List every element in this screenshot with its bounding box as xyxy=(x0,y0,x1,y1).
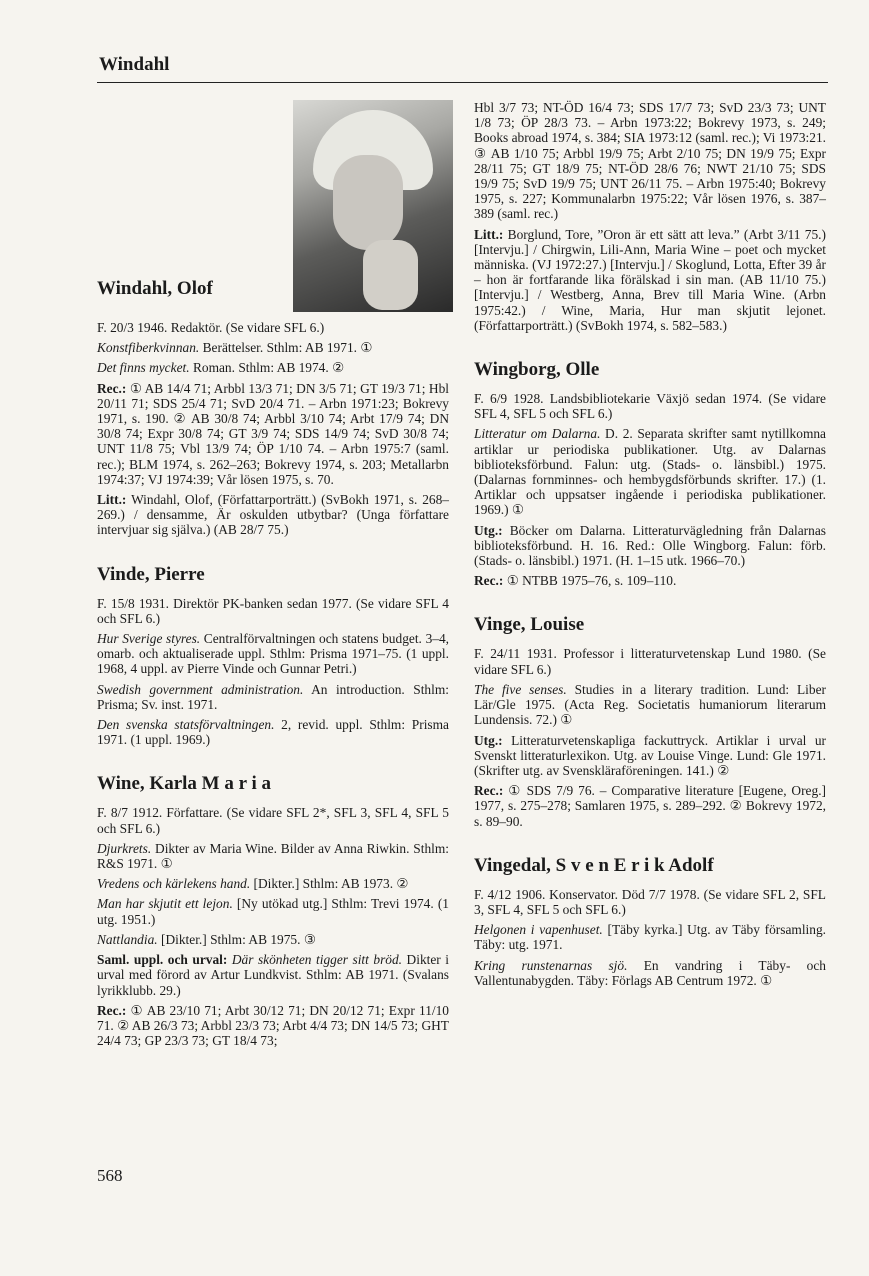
header-rule xyxy=(97,82,828,83)
work-item: Helgonen i vapenhuset. [Täby kyrka.] Utg. av Täby församling. Täby: utg. 1971. xyxy=(474,922,826,953)
work-item: Det finns mycket. Roman. Sthlm: AB 1974. ② xyxy=(97,360,345,376)
edited-works: Utg.: Litteraturvetenskapliga fackuttryck. Artiklar i urval ur Svenskt litteraturlexikon. Utg. av Louise Vinge. Lund: Gle 1971. (Skrifter utg. av Svenskläraföreningen. 141.) ② xyxy=(474,732,826,778)
work-item: Nattlandia. [Dikter.] Sthlm: AB 1975. ③ xyxy=(97,931,316,947)
entry-heading: Vinde, Pierre xyxy=(97,563,205,585)
entry-bio: F. 15/8 1931. Direktör PK-banken sedan 1977. (Se vidare SFL 4 och SFL 6.) xyxy=(97,595,449,626)
reviews: Rec.: ① SDS 7/9 76. – Comparative literature [Eugene, Oreg.] 1977, s. 275–278; Samlaren 1975, s. 289–292. ② Bokrevy 1972, s. 89–90. xyxy=(474,783,826,829)
entry-bio: F. 20/3 1946. Redaktör. (Se vidare SFL 6.) xyxy=(97,320,325,335)
entry-heading: Vingedal, S v e n E r i k Adolf xyxy=(474,854,714,876)
entry-heading: Wine, Karla M a r i a xyxy=(97,773,271,795)
reviews: Rec.: ① NTBB 1975–76, s. 109–110. xyxy=(474,573,677,589)
work-item: Konstfiberkvinnan. Berättelser. Sthlm: AB 1971. ① xyxy=(97,340,373,356)
entry-bio: F. 6/9 1928. Landsbibliotekarie Växjö sedan 1974. (Se vidare SFL 4, SFL 5 och SFL 6.) xyxy=(474,391,826,422)
reviews: Rec.: ① AB 23/10 71; Arbt 30/12 71; DN 20/12 71; Expr 11/10 71. ② AB 26/3 73; Arbbl 23/3 73; Arbt 4/4 73; DN 14/5 73; GHT 24/4 73; GP 23/3 73; GT 18/4 73; xyxy=(97,1002,449,1049)
work-item: Man har skjutit ett lejon. [Ny utökad utg.] Sthlm: Trevi 1974. (1 utg. 1951.) xyxy=(97,896,449,927)
work-item: The five senses. Studies in a literary tradition. Lund: Liber Lär/Gle 1975. (Acta Reg. Societatis humaniorum literarum Lundensis. 72.) ① xyxy=(474,681,827,728)
right-column xyxy=(474,100,826,993)
left-column xyxy=(97,100,449,1053)
author-photo xyxy=(293,100,453,312)
edited-works: Utg.: Böcker om Dalarna. Litteraturvägledning från Dalarnas biblioteksförbund. H. 16. Red.: Olle Wingborg. Falun: förb. (Stads- o. länsbibl.) 1971. (H. 1–15 utk. 1966–70.) xyxy=(474,522,826,569)
entry-bio: F. 24/11 1931. Professor i litteraturvetenskap Lund 1980. (Se vidare SFL 6.) xyxy=(474,646,826,677)
entry-bio: F. 8/7 1912. Författare. (Se vidare SFL 2*, SFL 3, SFL 4, SFL 5 och SFL 6.) xyxy=(97,805,449,836)
entry-heading: Vinge, Louise xyxy=(474,614,585,636)
collected-editions: Saml. uppl. och urval: Där skönheten tigger sitt bröd. Dikter i urval med förord av Artur Lundkvist. Sthlm: AB 1971. (Svalans lyrikklubb. 29.) xyxy=(97,952,449,998)
author-photo-area xyxy=(97,100,449,299)
entry-heading: Windahl, Olof xyxy=(97,278,213,299)
literature: Litt.: Borglund, Tore, ”Oron är ett sätt att leva.” (Arbt 3/11 75.) [Intervju.] / Chirgwin, Lili-Ann, Maria Wine – poet och mycket människa. (VJ 1972:27.) [Intervju.] / Skoglund, Lotta, Efter 39 år – hon är fortfarande lika förälskad i sin man. (AB 11/10 75.) [Intervju.] / Westberg, Anna, Brev till Maria Wine. (Arbn 1975:42.) / Wine, Maria, Hur man skjutit lejonet. (Författarporträtt.) (SvBokh 1974, s. 582–583.) xyxy=(474,226,826,333)
entry-bio: F. 4/12 1906. Konservator. Död 7/7 1978. (Se vidare SFL 2, SFL 3, SFL 4, SFL 5 och SFL 6.) xyxy=(474,886,826,917)
literature: Litt.: Windahl, Olof, (Författarporträtt.) (SvBokh 1971, s. 268–269.) / densamme, Är oskulden utbytbar? (Unga författare intervjuar sig själva.) (AB 28/7 75.) xyxy=(97,492,449,538)
page-header-title: Windahl xyxy=(99,54,170,75)
work-item: Vredens och kärlekens hand. [Dikter.] Sthlm: AB 1973. ② xyxy=(97,876,409,892)
reviews: Rec.: ① AB 14/4 71; Arbbl 13/3 71; DN 3/5 71; GT 19/3 71; Hbl 20/11 71; SDS 25/4 71; SvD 20/4 71. – Arbn 1971:23; Bokrevy 1971, s. 190. ② AB 30/8 74; Arbbl 3/10 74; Arbt 17/9 74; DN 30/8 74; Expr 30/8 74; GT 3/9 74; SDS 14/9 74; SvD 30/8 74; UNT 11/8 75; Vbl 13/9 74; ÖP 1/10 74. – Arbn 1975:7 (saml. rec.); BLM 1974, s. 262–263; Bokrevy 1974, s. 203; Metallarbn 1974:37; VJ 1974:39; Vår lösen 1975, s. 70. xyxy=(97,380,449,487)
work-item: Hur Sverige styres. Centralförvaltningen och statens budget. 3–4, omarb. och aktualiserade uppl. Sthlm: Prisma 1971–75. (1 uppl. 1968, 4 uppl. av Pierre Vinde och Gunnar Petri.) xyxy=(97,631,449,677)
work-item: Djurkrets. Dikter av Maria Wine. Bilder av Anna Riwkin. Sthlm: R&S 1971. ① xyxy=(97,840,449,872)
reviews-continued: Hbl 3/7 73; NT-ÖD 16/4 73; SDS 17/7 73; SvD 23/3 73; UNT 1/8 73; ÖP 28/3 73. – Arbn 1973:22; Bokrevy 1973, s. 249; Books abroad 1974, s. 384; SIA 1973:12 (saml. rec.); Vi 1973:21. ③ AB 1/10 75; Arbbl 19/9 75; Arbt 2/10 75; DN 19/9 75; Expr 28/11 75; GT 18/9 75; NT-ÖD 28/6 76; NWT 21/10 75; SDS 19/9 75; SvD 19/9 75; UNT 26/11 75. – Arbn 1975:40; Bokrevy 1975, s. 227; Kommunalarbn 1975:22; Vår lösen 1976, s. 387–389 (saml. rec.) xyxy=(474,100,826,222)
work-item: Swedish government administration. An introduction. Sthlm: Prisma; Sv. inst. 1971. xyxy=(97,681,449,712)
entry-heading: Wingborg, Olle xyxy=(474,359,600,381)
page-number: 568 xyxy=(97,1166,123,1185)
work-item: Den svenska statsförvaltningen. 2, revid. uppl. Sthlm: Prisma 1971. (1 uppl. 1969.) xyxy=(97,717,449,748)
work-item: Litteratur om Dalarna. D. 2. Separata skrifter samt nytillkomna artiklar ur periodiska publikationer. Utg. av Dalarnas biblioteksförbund. Falun: utg. (Stads- o. länsbibl.) 1975. (Dalarnas fornminnes- och hembygdsförbunds skrifter. 17.) (1. Artiklar och uppsatser ingående i periodiska publikationer. 1969.) ① xyxy=(474,426,826,518)
work-item: Kring runstenarnas sjö. En vandring i Täby- och Vallentunabygden. Täby: Förlags AB Centrum 1972. ① xyxy=(474,957,826,988)
